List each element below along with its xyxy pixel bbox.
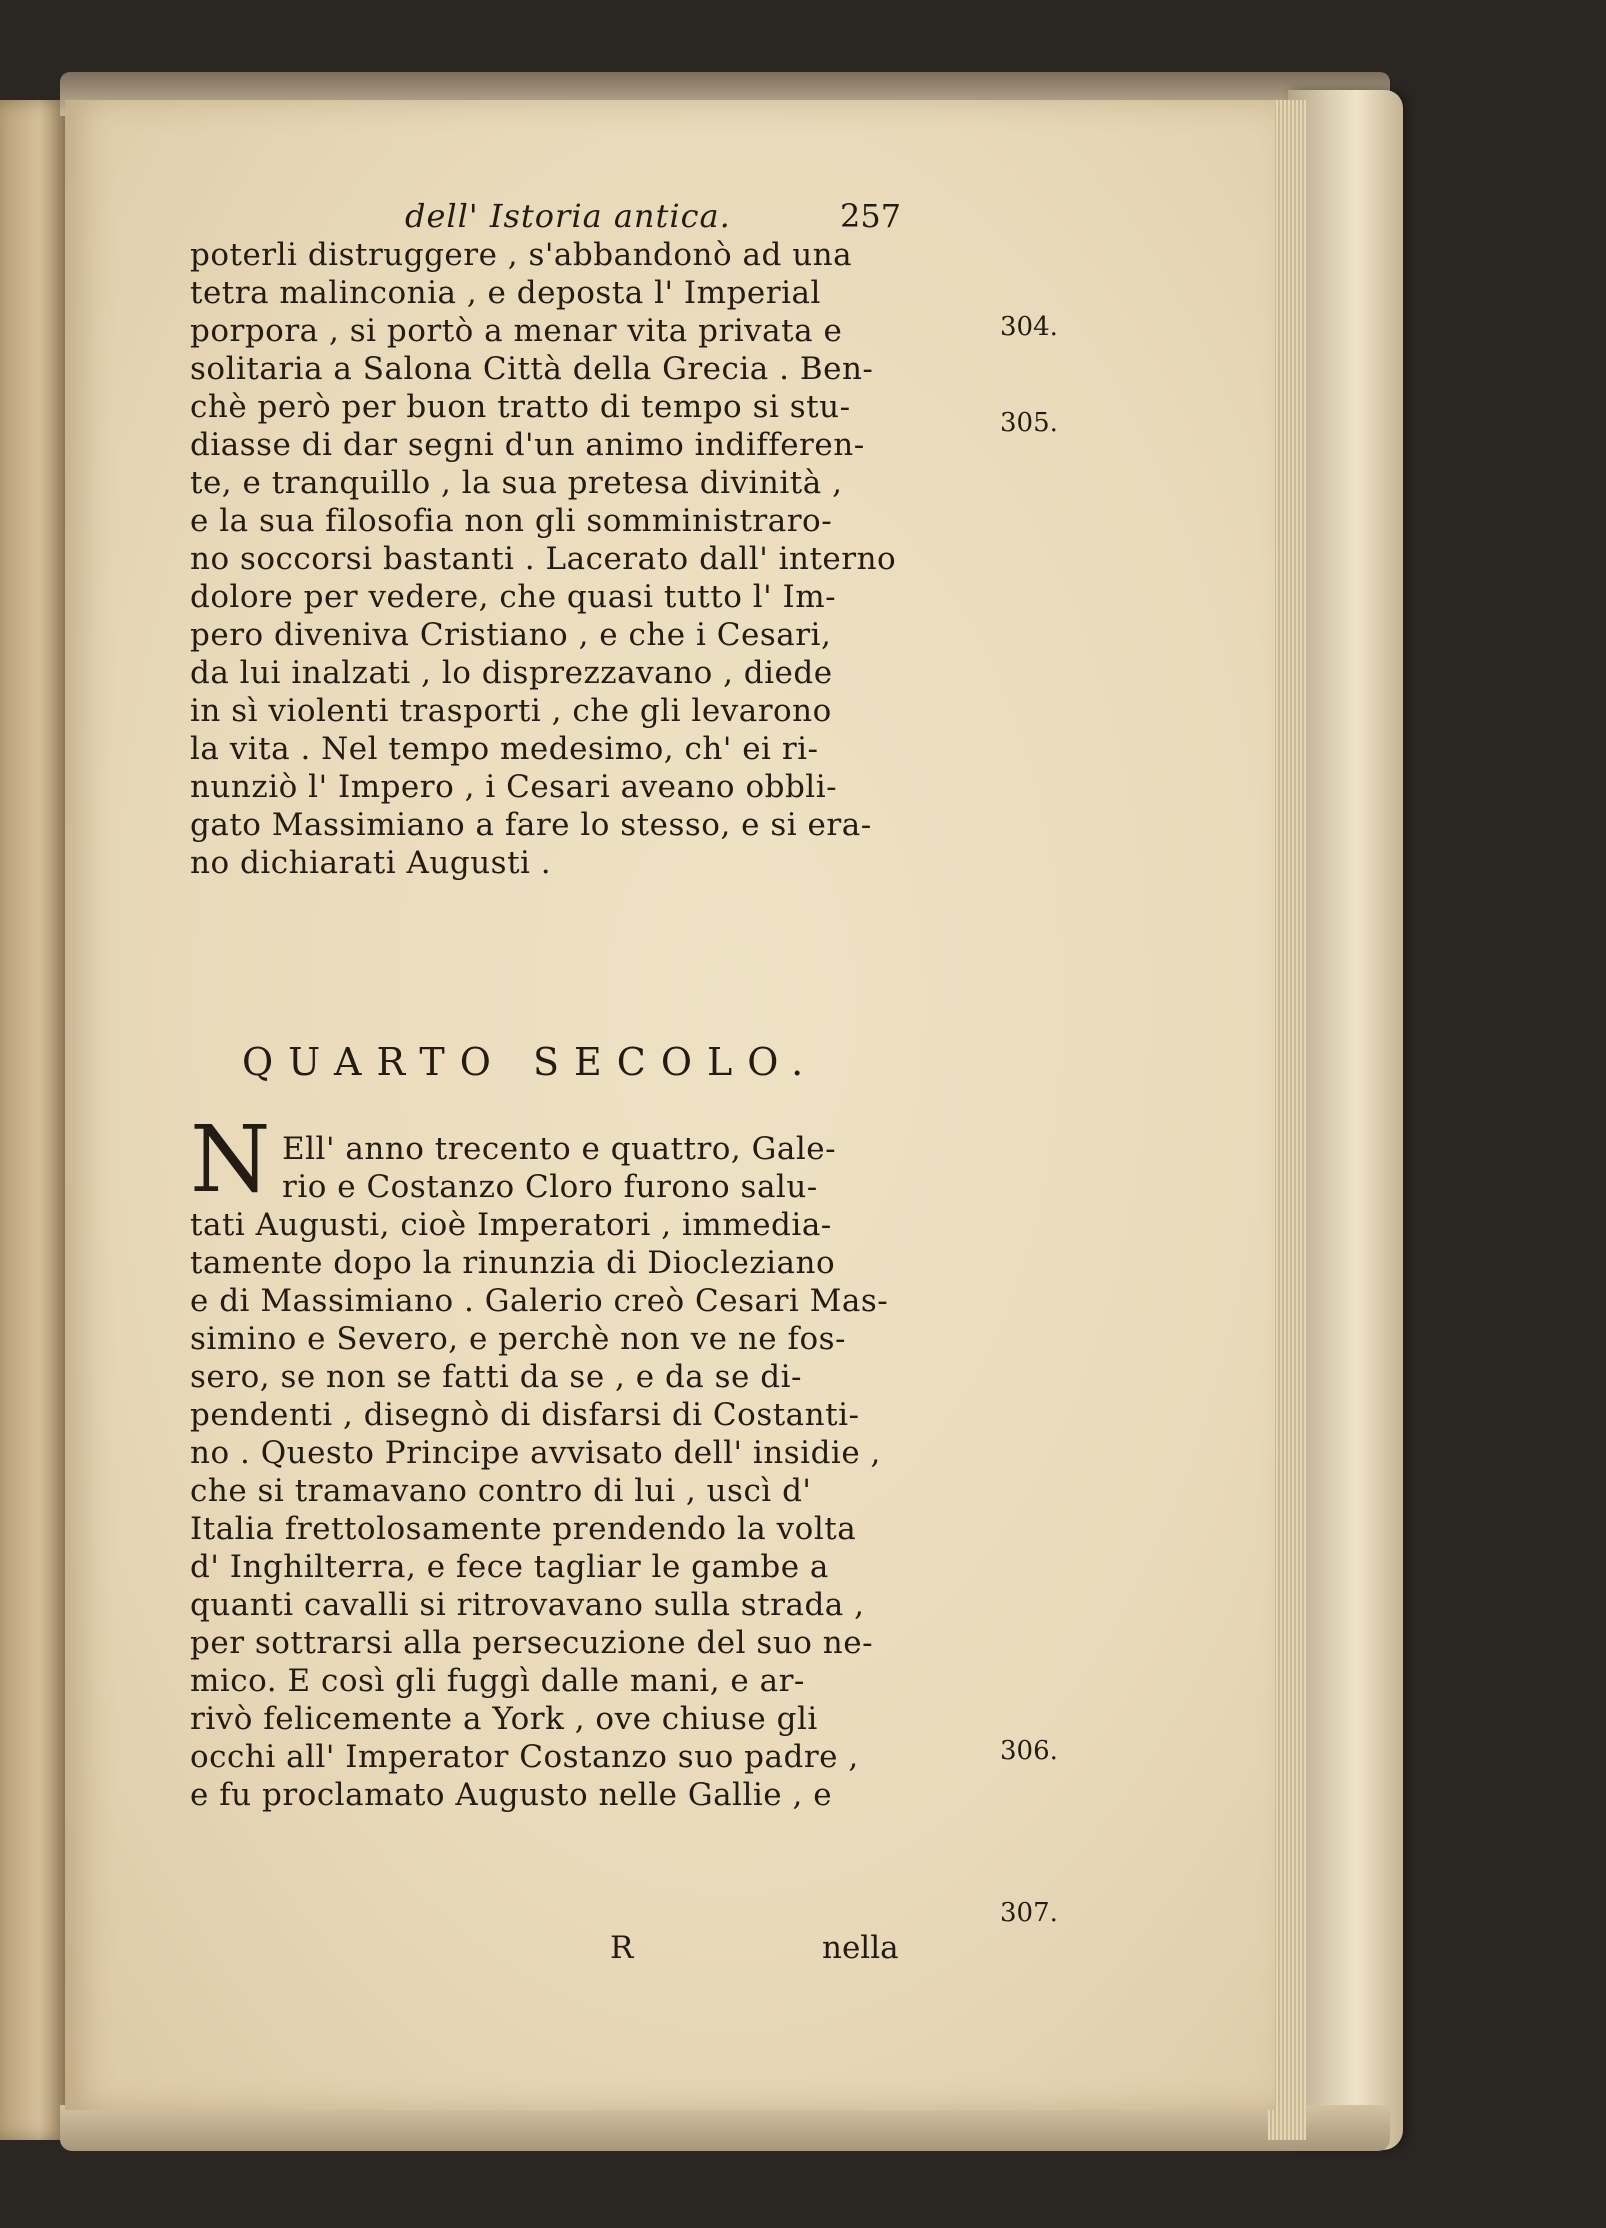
text-line: Italia frettolosamente prendendo la volta [190, 1511, 857, 1547]
text-line: quanti cavalli si ritrovavano sulla strada , [190, 1587, 865, 1623]
running-head: dell' Istoria antica. [405, 197, 731, 235]
text-line: tamente dopo la rinunzia di Diocleziano [190, 1245, 836, 1281]
margin-year: 306. [1000, 1736, 1058, 1766]
facing-page-edge [0, 100, 70, 2140]
text-line: no dichiarati Augusti . [190, 845, 552, 881]
text-line: tetra malinconia , e deposta l' Imperial [190, 275, 821, 311]
text-line: rio e Costanzo Cloro furono salu- [282, 1169, 818, 1205]
text-line: porpora , si portò a menar vita privata e [190, 313, 843, 349]
text-line: la vita . Nel tempo medesimo, ch' ei ri- [190, 731, 819, 767]
book-cover-bottom [60, 2105, 1390, 2151]
margin-year: 305. [1000, 408, 1058, 438]
catchword: nella [822, 1930, 899, 1966]
text-line: per sottrarsi alla persecuzione del suo ne- [190, 1625, 874, 1661]
text-line: che si tramavano contro di lui , uscì d' [190, 1473, 812, 1509]
text-line: mico. E così gli fuggì dalle mani, e ar- [190, 1663, 805, 1699]
text-line: sero, se non se fatti da se , e da se di- [190, 1359, 802, 1395]
text-line: rivò felicemente a York , ove chiuse gli [190, 1701, 818, 1737]
text-line: tati Augusti, cioè Imperatori , immedia- [190, 1207, 832, 1243]
margin-year: 304. [1000, 312, 1058, 342]
text-line: nunziò l' Impero , i Cesari aveano obbli- [190, 769, 838, 805]
text-line: no soccorsi bastanti . Lacerato dall' interno [190, 541, 897, 577]
text-line: pero diveniva Cristiano , e che i Cesari, [190, 617, 832, 653]
text-line: simino e Severo, e perchè non ve ne fos- [190, 1321, 847, 1357]
text-line: e la sua filosofia non gli somministraro- [190, 503, 833, 539]
text-line: occhi all' Imperator Costanzo suo padre , [190, 1739, 859, 1775]
page-number: 257 [840, 197, 902, 235]
text-line: pendenti , disegnò di disfarsi di Costanti- [190, 1397, 860, 1433]
text-line: da lui inalzati , lo disprezzavano , diede [190, 655, 833, 691]
text-line: solitaria a Salona Città della Grecia . Ben- [190, 351, 874, 387]
text-line: e di Massimiano . Galerio creò Cesari Mas- [190, 1283, 889, 1319]
text-line: diasse di dar segni d'un animo indifferen- [190, 427, 865, 463]
text-line: te, e tranquillo , la sua pretesa divinità , [190, 465, 843, 501]
text-line: gato Massimiano a fare lo stesso, e si era- [190, 807, 872, 843]
section-heading: QUARTO SECOLO. [242, 1040, 819, 1084]
text-line: chè però per buon tratto di tempo si stu- [190, 389, 851, 425]
text-line: poterli distruggere , s'abbandonò ad una [190, 237, 853, 273]
text-line: in sì violenti trasporti , che gli levarono [190, 693, 832, 729]
text-line: dolore per vedere, che quasi tutto l' Im- [190, 579, 837, 615]
text-line: d' Inghilterra, e fece tagliar le gambe a [190, 1549, 829, 1585]
text-line: no . Questo Principe avvisato dell' insidie , [190, 1435, 881, 1471]
text-line: e fu proclamato Augusto nelle Gallie , e [190, 1777, 833, 1813]
signature-mark: R [610, 1930, 634, 1966]
drop-cap: N [190, 1106, 271, 1213]
margin-year: 307. [1000, 1898, 1058, 1928]
text-line: Ell' anno trecento e quattro, Gale- [282, 1131, 837, 1167]
